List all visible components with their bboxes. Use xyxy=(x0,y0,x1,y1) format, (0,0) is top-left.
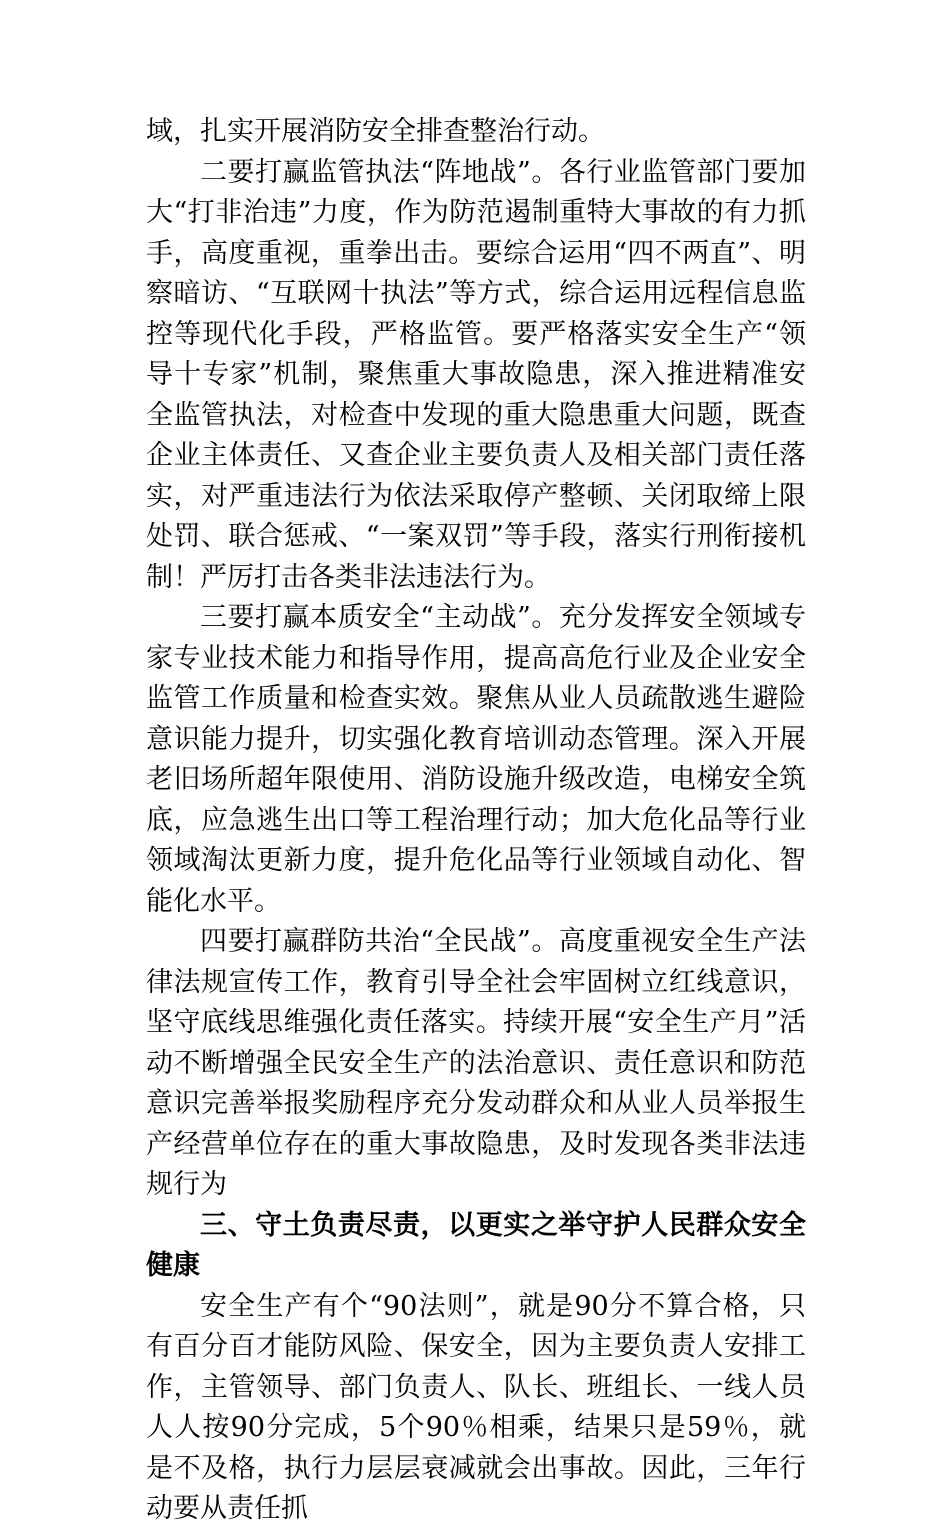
paragraph-90-rule: 安全生产有个“90法则”，就是90分不算合格，只有百分百才能防风险、保安全，因为主要负责人安排工作，主管领导、部门负责人、队长、班组长、一线人员人人按90分完成，5个90％相乘，结果只是59％，就是不及格，执行力层层衰减就会出事故。因此，三年行动要从责任抓 xyxy=(146,1290,806,1524)
paragraph-enforcement: 二要打赢监管执法“阵地战”。各行业监管部门要加大“打非治违”力度，作为防范遏制重特大事故的有力抓手，高度重视，重拳出击。要综合运用“四不两直”、明察暗访、“互联网十执法”等方式，综合运用远程信息监控等现代化手段，严格监管。要严格落实安全生产“领导十专家”机制，聚焦重大事故隐患，深入推进精准安全监管执法，对检查中发现的重大隐患重大问题，既查企业主体责任、又查企业主要负责人及相关部门责任落实，对严重违法行为依法采取停产整顿、关闭取缔上限处罚、联合惩戒、“一案双罚”等手段，落实行刑衔接机制！严厉打击各类非法违法行为。 xyxy=(146,156,806,593)
paragraph-intrinsic-safety: 三要打赢本质安全“主动战”。充分发挥安全领域专家专业技术能力和指导作用，提高高危行业及企业安全监管工作质量和检查实效。聚焦从业人员疏散逃生避险意识能力提升，切实强化教育培训动态管理。深入开展老旧场所超年限使用、消防设施升级改造，电梯安全筑底，应急逃生出口等工程治理行动；加大危化品等行业领域淘汰更新力度，提升危化品等行业领域自动化、智能化水平。 xyxy=(146,602,806,917)
section-heading: 三、守土负责尽责，以更实之举守护人民群众安全健康 xyxy=(146,1209,806,1281)
document-body xyxy=(146,112,806,1530)
paragraph-public-participation: 四要打赢群防共治“全民战”。高度重视安全生产法律法规宣传工作，教育引导全社会牢固树立红线意识，坚守底线思维强化责任落实。持续开展“安全生产月”活动不断增强全民安全生产的法治意识、责任意识和防范意识完善举报奖励程序充分发动群众和从业人员举报生产经营单位存在的重大事故隐患，及时发现各类非法违规行为 xyxy=(146,926,806,1200)
paragraph-continuation: 域，扎实开展消防安全排查整治行动。 xyxy=(146,116,605,147)
